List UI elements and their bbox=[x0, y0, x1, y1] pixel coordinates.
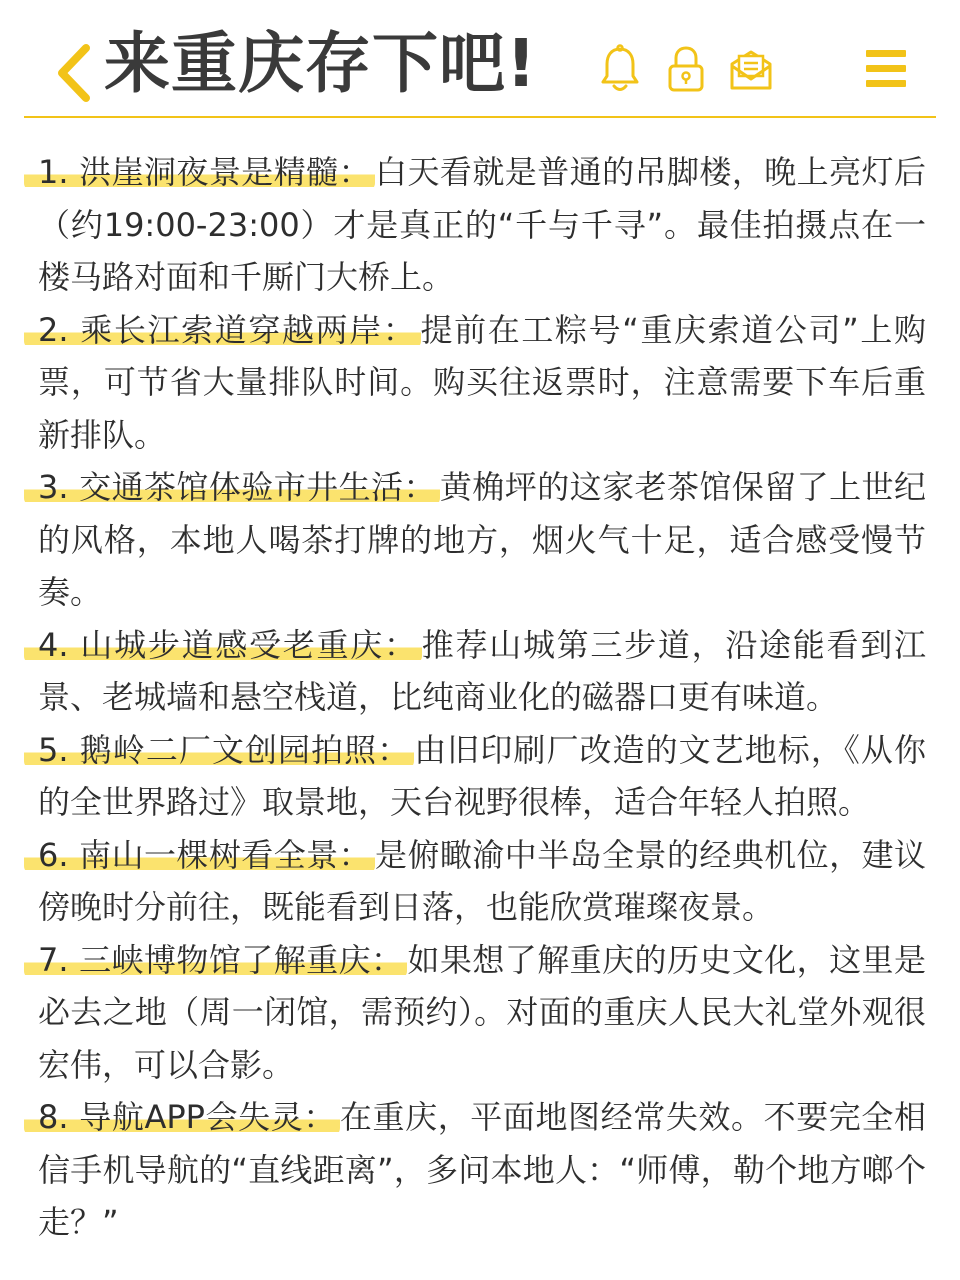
tip-heading: 5. 鹅岭二厂文创园拍照： bbox=[24, 731, 414, 769]
header-divider bbox=[24, 116, 936, 118]
tip-item bbox=[38, 934, 926, 1092]
tip-body: 是俯瞰渝中半岛全景的经典机位，建议傍晚时分前往，既能看到日落，也能欣赏璀璨夜景。 bbox=[38, 835, 926, 926]
tip-heading: 8. 导航APP会失灵： bbox=[24, 1098, 340, 1136]
tip-item bbox=[38, 146, 926, 304]
tips-list bbox=[38, 146, 926, 1249]
tip-item bbox=[38, 461, 926, 619]
header-bar bbox=[0, 0, 960, 118]
back-chevron-icon[interactable] bbox=[52, 44, 98, 102]
tip-heading: 2. 乘长江索道穿越两岸： bbox=[24, 311, 421, 349]
tip-body: 提前在工粽号“重庆索道公司”上购票，可节省大量排队时间。购买往返票时，注意需要下车后重新排队。 bbox=[38, 310, 926, 454]
page-title: 来重庆存下吧! bbox=[104, 25, 538, 102]
tip-body: 白天看就是普通的吊脚楼，晚上亮灯后（约19:00-23:00）才是真正的“千与千寻”。最佳拍摄点在一楼马路对面和千厮门大桥上。 bbox=[38, 153, 926, 296]
tip-item bbox=[38, 304, 926, 462]
tip-body: 黄桷坪的这家老茶馆保留了上世纪的风格，本地人喝茶打牌的地方，烟火气十足，适合感受慢节奏。 bbox=[38, 468, 926, 611]
tip-heading: 7. 三峡博物馆了解重庆： bbox=[24, 941, 407, 979]
tip-body: 由旧印刷厂改造的文艺地标，《从你的全世界路过》取景地，天台视野很棒，适合年轻人拍照。 bbox=[38, 730, 926, 821]
tip-heading: 6. 南山一棵树看全景： bbox=[24, 836, 375, 874]
tip-body: 如果想了解重庆的历史文化，这里是必去之地（周一闭馆，需预约）。对面的重庆人民大礼堂外观很宏伟，可以合影。 bbox=[38, 940, 926, 1084]
lock-icon[interactable] bbox=[664, 44, 708, 94]
menu-icon[interactable] bbox=[866, 48, 906, 88]
tip-heading: 4. 山城步道感受老重庆： bbox=[24, 626, 422, 664]
tip-item bbox=[38, 619, 926, 724]
bell-icon[interactable] bbox=[598, 44, 642, 94]
tip-heading: 3. 交通茶馆体验市井生活： bbox=[24, 468, 440, 506]
tip-item bbox=[38, 724, 926, 829]
tip-body: 在重庆，平面地图经常失效。不要完全相信手机导航的“直线距离”，多问本地人：“师傅，勒个地方啷个走？” bbox=[38, 1098, 926, 1241]
tip-body: 推荐山城第三步道，沿途能看到江景、老城墙和悬空栈道，比纯商业化的磁器口更有味道。 bbox=[38, 625, 926, 716]
mail-icon[interactable] bbox=[728, 44, 774, 94]
tip-item bbox=[38, 1091, 926, 1249]
tip-item bbox=[38, 829, 926, 934]
tip-heading: 1. 洪崖洞夜景是精髓： bbox=[24, 153, 375, 191]
